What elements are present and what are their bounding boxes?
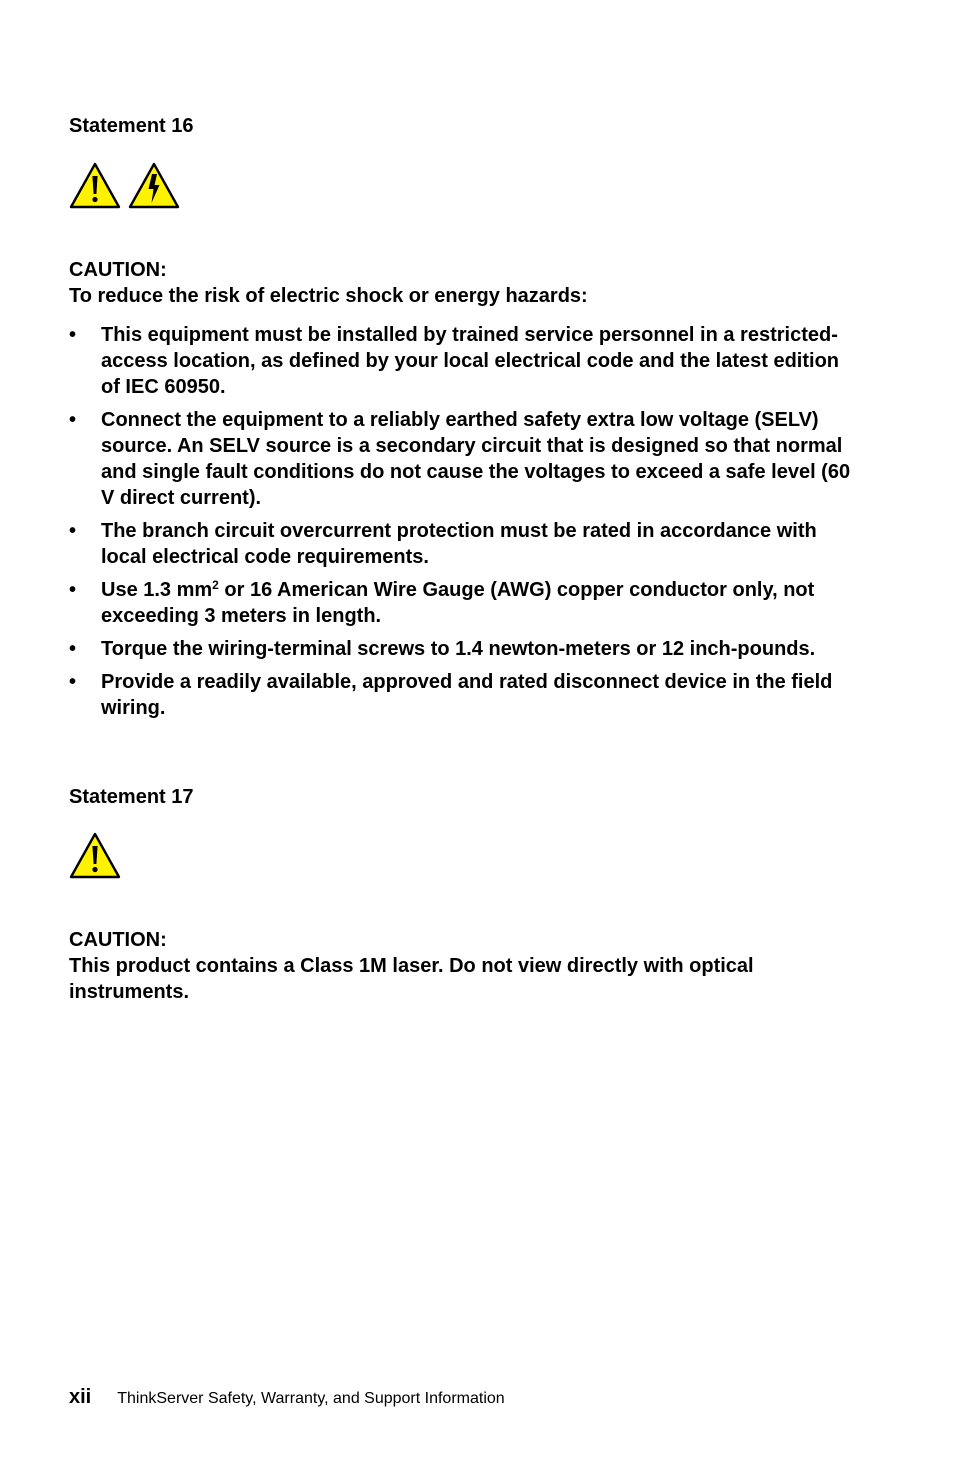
- list-item: • Provide a readily available, approved and rated disconnect device in the field wiring.: [69, 671, 833, 719]
- page-number: xii: [69, 1386, 92, 1408]
- caution-intro: To reduce the risk of electric shock or energy hazards:: [69, 285, 588, 307]
- document-title: ThinkServer Safety, Warranty, and Support Information: [117, 1390, 505, 1407]
- statement-17-icons: [69, 831, 121, 880]
- bullet-icon: •: [69, 324, 77, 346]
- list-item: • Use 1.3 $mm^2$ or 16 American Wire Gauge (AWG) copper conductor only, not exceeding 3 meters in length.: [69, 578, 815, 627]
- statement-16-icons: [69, 161, 180, 210]
- statement-16-caution: [69, 257, 859, 309]
- caution-label: CAUTION:: [69, 259, 167, 281]
- caution-text: This product contains a Class 1M laser. Do not view directly with optical instruments.: [69, 955, 754, 1003]
- statement-16-title: Statement 16: [69, 115, 194, 137]
- electrical-hazard-icon: [128, 161, 180, 210]
- bullet-icon: •: [69, 579, 77, 601]
- caution-label: CAUTION:: [69, 929, 167, 951]
- warning-icon: [69, 831, 121, 880]
- bullet-icon: •: [69, 520, 77, 542]
- statement-16-bullet-list: [69, 322, 859, 728]
- list-item: • Connect the equipment to a reliably earthed safety extra low voltage (SELV) source. An SELV source is a secondary circuit that is designed so that normal and single fault conditions do not cause the voltages to exceed a safe level (60 V direct current).: [69, 409, 851, 509]
- bullet-icon: •: [69, 638, 77, 660]
- statement-17-title: Statement 17: [69, 786, 194, 808]
- list-item: • Torque the wiring-terminal screws to 1.4 newton-meters or 12 inch-pounds.: [69, 638, 816, 660]
- page-footer: [69, 1386, 505, 1409]
- bullet-icon: •: [69, 671, 77, 693]
- list-item: • This equipment must be installed by trained service personnel in a restricted-access location, as defined by your local electrical code and the latest edition of IEC 60950.: [69, 324, 840, 398]
- statement-17-caution: [69, 927, 859, 1005]
- list-item: • The branch circuit overcurrent protection must be rated in accordance with local electrical code requirements.: [69, 520, 817, 568]
- superscript: 2: [212, 578, 219, 592]
- bullet-icon: •: [69, 409, 77, 431]
- warning-icon: [69, 161, 121, 210]
